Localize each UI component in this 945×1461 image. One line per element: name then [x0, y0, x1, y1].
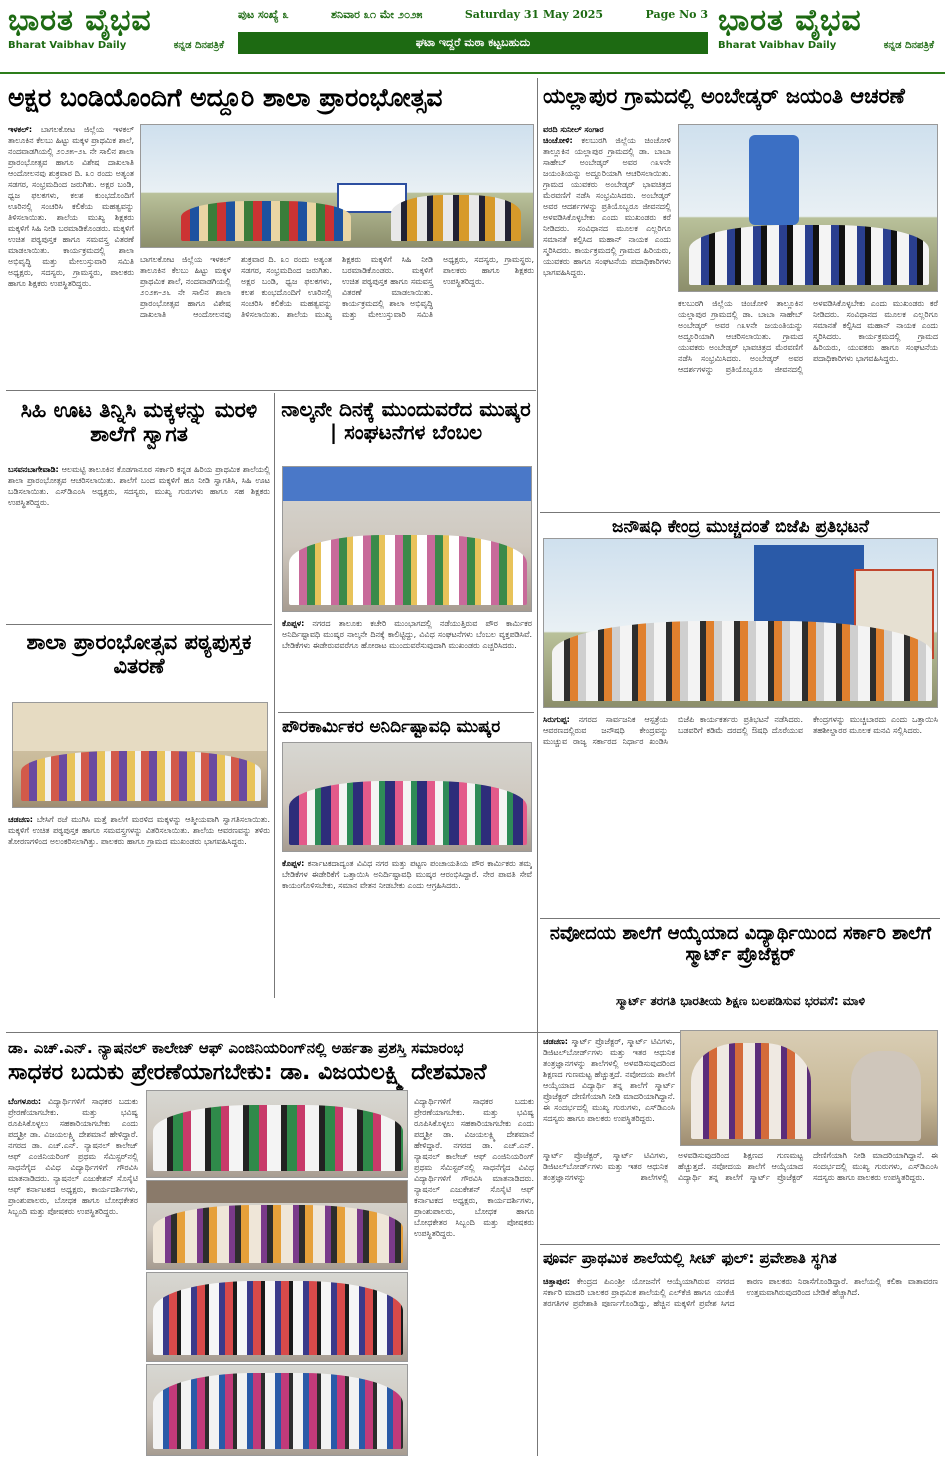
people-image: [153, 1205, 403, 1263]
crowd-image: [391, 195, 521, 241]
award-ceremony-photo: [146, 1364, 408, 1456]
article-dateline: ಸಿರುಗುಪ್ಪ:: [543, 715, 570, 724]
masthead-logo-left: [8, 2, 230, 70]
article-body-text: ಕರ್ನಾಟಕದಾದ್ಯಂತ ವಿವಿಧ ನಗರ ಮತ್ತು ಪಟ್ಟಣ ಪಂಚಾಯತಿಯ ಪೌರ ಕಾರ್ಮಿಕರು ತಮ್ಮ ಬೇಡಿಕೆಗಳ ಈಡೇರಿಕೆಗೆ ಒತ್ತಾಯಿಸಿ ಅನಿರ್ದಿಷ್ಟಾವಧಿ ಮುಷ್ಕರ ಆರಂಭಿಸಿದ್ದಾರೆ. ನೇರ ಪಾವತಿ ಸೇವೆ ಕಾಯಂಗೊಳಿಸಬೇಕು, ಸಮಾನ ವೇತನ ನೀಡಬೇಕು ಎಂದು ಆಗ್ರಹಿಸಿದರು.: [282, 859, 532, 890]
school-procession-photo: [140, 124, 534, 248]
row-divider: [6, 624, 272, 625]
article-body-text: ಬಾಗಲಕೋಟ ಜಿಲ್ಲೆಯ ಇಳಕಲ್ ತಾಲೂಕಿನ ಕೆಲಬು ಹಿಟ್ಟು ಮಕ್ಕಳ ಪ್ರಾಥಮಿಕ ಶಾಲೆ, ನಂದವಾಡಗಿಯಲ್ಲಿ ೨೦೨೫–೨೬ ನೇ ಸಾಲಿನ ಶಾಲಾ ಪ್ರಾರಂಭೋತ್ಸವ ಹಾಗೂ ವಿಶೇಷ ದಾಖಲಾತಿ ಆಂದೋಲನವು ಶುಕ್ರವಾರ ದಿ. ೩೦ ರಂದು ಅತ್ಯಂತ ಸಡಗರ, ಸಂಭ್ರಮದಿಂದ ಜರುಗಿತು. ಅಕ್ಷರ ಬಂಡಿ, ಧ್ವಜ ಫಲಕಗಳು, ಕಲಶ ಕುಂಭದೊಂದಿಗೆ ಊರಿನಲ್ಲಿ ಸಂಚರಿಸಿ ಕಲಿಕೆಯ ಮಹತ್ವವನ್ನು ತಿಳಿಸಲಾಯಿತು. ಶಾಲೆಯ ಮುಖ್ಯ ಶಿಕ್ಷಕರು ಮಕ್ಕಳಿಗೆ ಸಿಹಿ ನೀಡಿ ಬರಮಾಡಿಕೊಂಡರು. ಮಕ್ಕಳಿಗೆ ಉಚಿತ ಪಠ್ಯಪುಸ್ತಕ ಹಾಗೂ ಸಮವಸ್ತ್ರ ವಿತರಣೆ ಮಾಡಲಾಯಿತು. ಕಾರ್ಯಕ್ರಮದಲ್ಲಿ ಶಾಲಾ ಅಭಿವೃದ್ಧಿ ಮತ್ತು ಮೇಲುಸ್ತುವಾರಿ ಸಮಿತಿ ಅಧ್ಯಕ್ಷರು, ಸದಸ್ಯರು, ಗ್ರಾಮಸ್ಥರು, ಪಾಲಕರು ಹಾಗೂ ಶಿಕ್ಷಕರು ಉಪಸ್ಥಿತರಿದ್ದರು.: [8, 125, 134, 288]
award-ceremony-photo: [146, 1090, 408, 1178]
civic-workers-strike-photo: [282, 742, 532, 852]
logo-english-text: Bharat Vaibhav Daily: [718, 40, 837, 51]
date-english: Saturday 31 May 2025: [464, 8, 604, 21]
article-body-text: ಕೇಂದ್ರದ ಪಿಎಂಶ್ರೀ ಯೋಜನೆಗೆ ಆಯ್ಕೆಯಾಗಿರುವ ನಗರದ ಸರ್ಕಾರಿ ಮಾದರಿ ಬಾಲಕರ ಪ್ರಾಥಮಿಕ ಶಾಲೆಯಲ್ಲಿ ಎಲ್‌ಕೆಜಿ ಹಾಗೂ ಯುಕೆಜಿ ತರಗತಿಗಳ ಪ್ರವೇಶಾತಿ ಪೂರ್ಣಗೊಂಡಿದ್ದು, ಹೆಚ್ಚಿನ ಮಕ್ಕಳಿಗೆ ಪ್ರವೇಶ ಸಿಗದ ಕಾರಣ ಪಾಲಕರು ನಿರಾಸೆಗೊಂಡಿದ್ದಾರೆ. ಶಾಲೆಯಲ್ಲಿ ಕಲಿಕಾ ವಾತಾವರಣ ಉತ್ತಮವಾಗಿರುವುದರಿಂದ ಬೇಡಿಕೆ ಹೆಚ್ಚಾಗಿದೆ.: [543, 1277, 938, 1308]
article-body: [8, 464, 270, 622]
article-body-columns: [140, 254, 534, 386]
column-divider: [537, 1040, 538, 1456]
article-body-columns: [678, 298, 938, 510]
article-body-text: ಕಲಬುರಗಿ ಜಿಲ್ಲೆಯ ಚಿಂಚೋಳಿ ತಾಲ್ಲೂಕಿನ ಯಲ್ಲಾಪುರ ಗ್ರಾಮದಲ್ಲಿ ಡಾ. ಬಾಬಾ ಸಾಹೇಬ್ ಅಂಬೇಡ್ಕರ್ ಅವರ ೧೩೪ನೇ ಜಯಂತಿಯನ್ನು ಅದ್ದೂರಿಯಾಗಿ ಆಚರಿಸಲಾಯಿತು. ಗ್ರಾಮದ ಯುವಕರು ಅಂಬೇಡ್ಕರ್ ಭಾವಚಿತ್ರದ ಮೆರವಣಿಗೆ ನಡೆಸಿ ಸಂಭ್ರಮಿಸಿದರು. ಅಂಬೇಡ್ಕರ್ ಅವರ ಆದರ್ಶಗಳನ್ನು ಪ್ರತಿಯೊಬ್ಬರೂ ಜೀವನದಲ್ಲಿ ಅಳವಡಿಸಿಕೊಳ್ಳಬೇಕು ಎಂದು ಮುಖಂಡರು ಕರೆ ನೀಡಿದರು. ಸಂವಿಧಾನದ ಮೂಲಕ ಎಲ್ಲರಿಗೂ ಸಮಾನತೆ ಕಲ್ಪಿಸಿದ ಮಹಾನ್ ನಾಯಕ ಎಂದು ಸ್ಮರಿಸಿದರು. ಕಾರ್ಯಕ್ರಮದಲ್ಲಿ ಗ್ರಾಮದ ಹಿರಿಯರು, ಯುವಕರು ಹಾಗೂ ಸಂಘಟನೆಯ ಪದಾಧಿಕಾರಿಗಳು ಭಾಗವಹಿಸಿದ್ದರು.: [678, 299, 938, 374]
school-wall-image: [13, 703, 267, 751]
article-headline: ಸಾಧಕರ ಬದುಕು ಪ್ರೇರಣೆಯಾಗಬೇಕು: ಡಾ. ವಿಜಯಲಕ್ಷ್ಮಿ ದೇಶಮಾನೆ: [8, 1060, 487, 1085]
logo-sub-text: ಕನ್ನಡ ದಿನಪತ್ರಿಕೆ: [883, 40, 934, 51]
article-dateline: ಚಡಚಣ:: [8, 815, 33, 824]
article-body-columns: [543, 1276, 938, 1456]
article-body: [282, 618, 532, 710]
article-body-text: ವಿದ್ಯಾರ್ಥಿಗಳಿಗೆ ಸಾಧಕರ ಬದುಕು ಪ್ರೇರಣೆಯಾಗಬೇಕು. ಮತ್ತು ಭವಿಷ್ಯ ರೂಪಿಸಿಕೊಳ್ಳಲು ಸಹಕಾರಿಯಾಗಬೇಕು ಎಂದು ಪದ್ಮಶ್ರೀ ಡಾ. ವಿಜಯಲಕ್ಷ್ಮಿ ದೇಶಮಾನೆ ಹೇಳಿದ್ದಾರೆ. ನಗರದ ಡಾ. ಎಚ್.ಎನ್. ನ್ಯಾಷನಲ್ ಕಾಲೇಜ್ ಆಫ್ ಎಂಜಿನಿಯರಿಂಗ್ ಪ್ರಥಮ ಸೆಮಿಸ್ಟರ್‌ನಲ್ಲಿ ಸಾಧನೆಗೈದ ವಿವಿಧ ವಿದ್ಯಾರ್ಥಿಗಳಿಗೆ ಗೌರವಿಸಿ ಮಾತನಾಡಿದರು. ನ್ಯಾಷನಲ್ ಎಜುಕೇಶನ್ ಸೊಸೈಟಿ ಆಫ್ ಕರ್ನಾಟಕದ ಅಧ್ಯಕ್ಷರು, ಕಾರ್ಯದರ್ಶಿಗಳು, ಪ್ರಾಂಶುಪಾಲರು, ಬೋಧಕ ಹಾಗೂ ಬೋಧಕೇತರ ಸಿಬ್ಬಂದಿ ಮತ್ತು ಪೋಷಕರು ಉಪಸ್ಥಿತರಿದ್ದರು.: [414, 1097, 534, 1238]
article-body: [543, 124, 671, 510]
article-body-columns: [543, 714, 938, 914]
masthead-logo-right: [718, 2, 940, 70]
janaushadhi-board-image: [754, 545, 864, 625]
students-image: [21, 751, 261, 801]
article-headline: ನವೋದಯ ಶಾಲೆಗೆ ಆಯ್ಕೆಯಾದ ವಿದ್ಯಾರ್ಥಿಯಿಂದ ಸರ್ಕಾರಿ ಶಾಲೆಗೆ ಸ್ಮಾರ್ಟ್ ಪ್ರೊಜೆಕ್ಟರ್: [549, 923, 932, 965]
logo-kannada-text: ಭಾರತ ವೈಭವ: [8, 3, 152, 38]
logo-sub-text: ಕನ್ನಡ ದಿನಪತ್ರಿಕೆ: [173, 40, 224, 51]
column-divider: [274, 393, 275, 998]
article-byline: ವರದಿ ಸುನೀಲ್ ಸಂಗಾರ: [543, 125, 604, 134]
article-body: [543, 1036, 675, 1146]
article-headline: ಪೌರಕಾರ್ಮಿಕರ ಅನಿರ್ದಿಷ್ಟಾವಧಿ ಮುಷ್ಕರ: [282, 717, 501, 737]
article-body: [414, 1096, 534, 1456]
article-headline: ಯಲ್ಲಾಪುರ ಗ್ರಾಮದಲ್ಲಿ ಅಂಬೇಡ್ಕರ್ ಜಯಂತಿ ಆಚರಣೆ: [543, 84, 905, 108]
row-divider: [540, 1244, 940, 1245]
crowd-image: [689, 225, 929, 285]
article-dateline: ಚಡಚಣ:: [543, 1037, 568, 1046]
stage-backdrop-image: [147, 1181, 407, 1203]
row-divider: [540, 512, 940, 513]
article-headline: ಅಕ್ಷರ ಬಂಡಿಯೊಂದಿಗೆ ಅದ್ದೂರಿ ಶಾಲಾ ಪ್ರಾರಂಭೋತ್ಸವ: [8, 83, 443, 112]
masthead-metaline: [238, 8, 708, 22]
article-body-columns: [543, 1150, 938, 1240]
crowd-image: [289, 781, 527, 845]
column-divider: [537, 78, 538, 1088]
row-divider: [540, 918, 940, 919]
crowd-image: [289, 535, 527, 605]
article-body-text: ಬಾಗಲಕೋಟ ಜಿಲ್ಲೆಯ ಇಳಕಲ್ ತಾಲೂಕಿನ ಕೆಲಬು ಹಿಟ್ಟು ಮಕ್ಕಳ ಪ್ರಾಥಮಿಕ ಶಾಲೆ, ನಂದವಾಡಗಿಯಲ್ಲಿ ೨೦೨೫–೨೬ ನೇ ಸಾಲಿನ ಶಾಲಾ ಪ್ರಾರಂಭೋತ್ಸವ ಹಾಗೂ ವಿಶೇಷ ದಾಖಲಾತಿ ಆಂದೋಲನವು ಶುಕ್ರವಾರ ದಿ. ೩೦ ರಂದು ಅತ್ಯಂತ ಸಡಗರ, ಸಂಭ್ರಮದಿಂದ ಜರುಗಿತು. ಅಕ್ಷರ ಬಂಡಿ, ಧ್ವಜ ಫಲಕಗಳು, ಕಲಶ ಕುಂಭದೊಂದಿಗೆ ಊರಿನಲ್ಲಿ ಸಂಚರಿಸಿ ಕಲಿಕೆಯ ಮಹತ್ವವನ್ನು ತಿಳಿಸಲಾಯಿತು. ಶಾಲೆಯ ಮುಖ್ಯ ಶಿಕ್ಷಕರು ಮಕ್ಕಳಿಗೆ ಸಿಹಿ ನೀಡಿ ಬರಮಾಡಿಕೊಂಡರು. ಮಕ್ಕಳಿಗೆ ಉಚಿತ ಪಠ್ಯಪುಸ್ತಕ ಹಾಗೂ ಸಮವಸ್ತ್ರ ವಿತರಣೆ ಮಾಡಲಾಯಿತು. ಕಾರ್ಯಕ್ರಮದಲ್ಲಿ ಶಾಲಾ ಅಭಿವೃದ್ಧಿ ಮತ್ತು ಮೇಲುಸ್ತುವಾರಿ ಸಮಿತಿ ಅಧ್ಯಕ್ಷರು, ಸದಸ್ಯರು, ಗ್ರಾಮಸ್ಥರು, ಪಾಲಕರು ಹಾಗೂ ಶಿಕ್ಷಕರು ಉಪಸ್ಥಿತರಿದ್ದರು.: [140, 255, 534, 319]
article-body: [8, 1096, 138, 1456]
page-label-kannada: ಪುಟ ಸಂಖ್ಯೆ ೩: [238, 8, 289, 21]
row-divider: [278, 712, 534, 713]
bjp-protest-photo: [543, 538, 938, 708]
row-divider: [6, 390, 536, 391]
article-dateline: ಬೆಂಗಳೂರು:: [8, 1097, 42, 1106]
date-kannada: ಶನಿವಾರ ೩೧ ಮೇ ೨೦೨೫: [331, 8, 423, 21]
article-headline: ಸಿಹಿ ಊಟ ತಿನ್ನಿಸಿ ಮಕ್ಕಳನ್ನು ಮರಳಿ ಶಾಲೆಗೆ ಸ್ವಾಗತ: [20, 398, 258, 447]
article-dateline: ಚಿತ್ತಾಪುರ:: [543, 1277, 571, 1286]
article-dateline: ಚಿಂಚೋಳಿ:: [543, 136, 573, 145]
article-body-text: ಆಲಮಟ್ಟಿ ತಾಲೂಕಿನ ಕೊಡಗಾನೂರ ಸರ್ಕಾರಿ ಕನ್ನಡ ಹಿರಿಯ ಪ್ರಾಥಮಿಕ ಶಾಲೆಯಲ್ಲಿ ಶಾಲಾ ಪ್ರಾರಂಭೋತ್ಸವ ಆಚರಿಸಲಾಯಿತು. ಶಾಲೆಗೆ ಬಂದ ಮಕ್ಕಳಿಗೆ ಹೂ ನೀಡಿ ಸ್ವಾಗತಿಸಿ, ಸಿಹಿ ಊಟ ಬಡಿಸಲಾಯಿತು. ಎಸ್‌ಡಿಎಂಸಿ ಅಧ್ಯಕ್ಷರು, ಸದಸ್ಯರು, ಮುಖ್ಯ ಗುರುಗಳು ಹಾಗೂ ಸಹ ಶಿಕ್ಷಕರು ಉಪಸ್ಥಿತರಿದ್ದರು.: [8, 465, 270, 507]
article-dateline: ಕೊಪ್ಪಳ:: [282, 859, 305, 868]
speaker-image: [851, 1051, 921, 1141]
textbook-distribution-photo: [12, 702, 268, 808]
article-headline: ಜನೌಷಧಿ ಕೇಂದ್ರ ಮುಚ್ಚದಂತೆ ಬಿಜೆಪಿ ಪ್ರತಿಭಟನೆ: [612, 517, 869, 537]
people-image: [691, 1043, 811, 1139]
article-body-text: ಬೇಸಿಗೆ ರಜೆ ಮುಗಿಸಿ ಮತ್ತೆ ಶಾಲೆಗೆ ಮರಳಿದ ಮಕ್ಕಳನ್ನು ಆತ್ಮೀಯವಾಗಿ ಸ್ವಾಗತಿಸಲಾಯಿತು. ಮಕ್ಕಳಿಗೆ ಉಚಿತ ಪಠ್ಯಪುಸ್ತಕ ಹಾಗೂ ಸಮವಸ್ತ್ರಗಳನ್ನು ವಿತರಿಸಲಾಯಿತು. ಶಾಲೆಯ ಆವರಣವನ್ನು ತಳಿರು ತೋರಣಗಳಿಂದ ಅಲಂಕರಿಸಲಾಗಿತ್ತು. ಪಾಲಕರು ಹಾಗೂ ಗ್ರಾಮದ ಮುಖಂಡರು ಭಾಗವಹಿಸಿದ್ದರು.: [8, 815, 270, 846]
article-body: [8, 124, 134, 386]
article-subhead: ಸ್ಮಾರ್ಟ್ ತರಗತಿ ಭಾರತೀಯ ಶಿಕ್ಷಣ ಬಲಪಡಿಸುವ ಭರವಸೆ: ಮಾಳಿ: [616, 994, 865, 1008]
article-body-text: ನಗರದ ಸಾರ್ವಜನಿಕ ಆಸ್ಪತ್ರೆಯ ಆವರಣದಲ್ಲಿರುವ ಜನೌಷಧಿ ಕೇಂದ್ರವನ್ನು ಮುಚ್ಚುವ ರಾಜ್ಯ ಸರ್ಕಾರದ ನಿರ್ಧಾರ ಖಂಡಿಸಿ ಬಿಜೆಪಿ ಕಾರ್ಯಕರ್ತರು ಪ್ರತಿಭಟನೆ ನಡೆಸಿದರು. ಬಡವರಿಗೆ ಕಡಿಮೆ ದರದಲ್ಲಿ ಔಷಧಿ ದೊರೆಯುವ ಕೇಂದ್ರಗಳನ್ನು ಮುಚ್ಚಬಾರದು ಎಂದು ಒತ್ತಾಯಿಸಿ ತಹಶೀಲ್ದಾರರ ಮೂಲಕ ಮನವಿ ಸಲ್ಲಿಸಿದರು.: [543, 715, 938, 746]
portrait-stand-image: [749, 135, 799, 225]
masthead-tagline: ಘಟಾ ಇದ್ದರೆ ಮಠಾ ಕಟ್ಟಬಹುದು: [238, 32, 708, 54]
crowd-image: [181, 201, 351, 241]
article-dateline: ಇಳಕಲ್:: [8, 125, 33, 134]
article-dateline: ಕೊಪ್ಪಳ:: [282, 619, 305, 628]
ambedkar-jayanti-photo: [678, 124, 938, 292]
article-headline: ಶಾಲಾ ಪ್ರಾರಂಭೋತ್ಸವ ಪಠ್ಯಪುಸ್ತಕ ವಿತರಣೆ: [26, 630, 252, 679]
article-headline: ನಾಲ್ಕನೇ ದಿನಕ್ಕೆ ಮುಂದುವರೆದ ಮುಷ್ಕರ | ಸಂಘಟನೆಗಳ ಬೆಂಬಲ: [281, 397, 531, 444]
article-dateline: ಬಸವನಬಾಗೇವಾಡಿ:: [8, 465, 59, 474]
crowd-image: [552, 621, 932, 701]
masthead-rule: [0, 72, 945, 74]
logo-english-text: Bharat Vaibhav Daily: [8, 40, 127, 51]
students-image: [153, 1373, 403, 1449]
article-body-text: ವಿದ್ಯಾರ್ಥಿಗಳಿಗೆ ಸಾಧಕರ ಬದುಕು ಪ್ರೇರಣೆಯಾಗಬೇಕು. ಮತ್ತು ಭವಿಷ್ಯ ರೂಪಿಸಿಕೊಳ್ಳಲು ಸಹಕಾರಿಯಾಗಬೇಕು ಎಂದು ಪದ್ಮಶ್ರೀ ಡಾ. ವಿಜಯಲಕ್ಷ್ಮಿ ದೇಶಮಾನೆ ಹೇಳಿದ್ದಾರೆ. ನಗರದ ಡಾ. ಎಚ್.ಎನ್. ನ್ಯಾಷನಲ್ ಕಾಲೇಜ್ ಆಫ್ ಎಂಜಿನಿಯರಿಂಗ್ ಪ್ರಥಮ ಸೆಮಿಸ್ಟರ್‌ನಲ್ಲಿ ಸಾಧನೆಗೈದ ವಿವಿಧ ವಿದ್ಯಾರ್ಥಿಗಳಿಗೆ ಗೌರವಿಸಿ ಮಾತನಾಡಿದರು. ನ್ಯಾಷನಲ್ ಎಜುಕೇಶನ್ ಸೊಸೈಟಿ ಆಫ್ ಕರ್ನಾಟಕದ ಅಧ್ಯಕ್ಷರು, ಕಾರ್ಯದರ್ಶಿಗಳು, ಪ್ರಾಂಶುಪಾಲರು, ಬೋಧಕ ಹಾಗೂ ಬೋಧಕೇತರ ಸಿಬ್ಬಂದಿ ಮತ್ತು ಪೋಷಕರು ಉಪಸ್ಥಿತರಿದ್ದರು.: [8, 1097, 138, 1216]
students-image: [153, 1281, 403, 1355]
logo-kannada-text: ಭಾರತ ವೈಭವ: [718, 3, 862, 38]
projector-donation-photo: [680, 1030, 938, 1146]
canopy-image: [283, 467, 531, 501]
article-kicker: ಡಾ. ಎಚ್.ಎನ್. ನ್ಯಾಷನಲ್ ಕಾಲೇಜ್ ಆಫ್ ಎಂಜಿನಿಯರಿಂಗ್‌ನಲ್ಲಿ ಅರ್ಹತಾ ಪ್ರಶಸ್ತಿ ಸಮಾರಂಭ: [8, 1039, 464, 1057]
strike-support-photo: [282, 466, 532, 612]
article-body-text: ಸ್ಮಾರ್ಟ್ ಪ್ರೊಜೆಕ್ಟರ್, ಸ್ಮಾರ್ಟ್ ಟಿವಿಗಳು, ಡಿಜಿಟಲ್‌ಬೋರ್ಡ್‌ಗಳು ಮತ್ತು ಇತರ ಆಧುನಿಕ ತಂತ್ರಜ್ಞಾನಗಳನ್ನು ಶಾಲೆಗಳಲ್ಲಿ ಅಳವಡಿಸುವುದರಿಂದ ಶಿಕ್ಷಣದ ಗುಣಮಟ್ಟ ಹೆಚ್ಚುತ್ತದೆ. ನವೋದಯ ಶಾಲೆಗೆ ಆಯ್ಕೆಯಾದ ವಿದ್ಯಾರ್ಥಿ ತನ್ನ ಶಾಲೆಗೆ ಸ್ಮಾರ್ಟ್ ಪ್ರೊಜೆಕ್ಟರ್ ದೇಣಿಗೆಯಾಗಿ ನೀಡಿ ಮಾದರಿಯಾಗಿದ್ದಾನೆ. ಈ ಸಂದರ್ಭದಲ್ಲಿ ಮುಖ್ಯ ಗುರುಗಳು, ಎಸ್‌ಡಿಎಂಸಿ ಸದಸ್ಯರು ಹಾಗೂ ಪಾಲಕರು ಉಪಸ್ಥಿತರಿದ್ದರು.: [543, 1151, 938, 1182]
article-body-text: ಸ್ಮಾರ್ಟ್ ಪ್ರೊಜೆಕ್ಟರ್, ಸ್ಮಾರ್ಟ್ ಟಿವಿಗಳು, ಡಿಜಿಟಲ್‌ಬೋರ್ಡ್‌ಗಳು ಮತ್ತು ಇತರ ಆಧುನಿಕ ತಂತ್ರಜ್ಞಾನಗಳನ್ನು ಶಾಲೆಗಳಲ್ಲಿ ಅಳವಡಿಸುವುದರಿಂದ ಶಿಕ್ಷಣದ ಗುಣಮಟ್ಟ ಹೆಚ್ಚುತ್ತದೆ. ನವೋದಯ ಶಾಲೆಗೆ ಆಯ್ಕೆಯಾದ ವಿದ್ಯಾರ್ಥಿ ತನ್ನ ಶಾಲೆಗೆ ಸ್ಮಾರ್ಟ್ ಪ್ರೊಜೆಕ್ಟರ್ ದೇಣಿಗೆಯಾಗಿ ನೀಡಿ ಮಾದರಿಯಾಗಿದ್ದಾನೆ. ಈ ಸಂದರ್ಭದಲ್ಲಿ ಮುಖ್ಯ ಗುರುಗಳು, ಎಸ್‌ಡಿಎಂಸಿ ಸದಸ್ಯರು ಹಾಗೂ ಪಾಲಕರು ಉಪಸ್ಥಿತರಿದ್ದರು.: [543, 1037, 675, 1123]
award-ceremony-photo: [146, 1180, 408, 1270]
article-body-text: ನಗರದ ತಾಲೂಕು ಕಚೇರಿ ಮುಂಭಾಗದಲ್ಲಿ ನಡೆಯುತ್ತಿರುವ ಪೌರ ಕಾರ್ಮಿಕರ ಅನಿರ್ದಿಷ್ಟಾವಧಿ ಮುಷ್ಕರ ನಾಲ್ಕನೇ ದಿನಕ್ಕೆ ಕಾಲಿಟ್ಟಿದ್ದು, ವಿವಿಧ ಸಂಘಟನೆಗಳು ಬೆಂಬಲ ವ್ಯಕ್ತಪಡಿಸಿವೆ. ಬೇಡಿಕೆಗಳು ಈಡೇರುವವರೆಗೂ ಹೋರಾಟ ಮುಂದುವರೆಸುವುದಾಗಿ ಮುಖಂಡರು ಎಚ್ಚರಿಸಿದರು.: [282, 619, 532, 650]
people-image: [153, 1105, 403, 1171]
article-body-text: ಕಲಬುರಗಿ ಜಿಲ್ಲೆಯ ಚಿಂಚೋಳಿ ತಾಲ್ಲೂಕಿನ ಯಲ್ಲಾಪುರ ಗ್ರಾಮದಲ್ಲಿ ಡಾ. ಬಾಬಾ ಸಾಹೇಬ್ ಅಂಬೇಡ್ಕರ್ ಅವರ ೧೩೪ನೇ ಜಯಂತಿಯನ್ನು ಅದ್ದೂರಿಯಾಗಿ ಆಚರಿಸಲಾಯಿತು. ಗ್ರಾಮದ ಯುವಕರು ಅಂಬೇಡ್ಕರ್ ಭಾವಚಿತ್ರದ ಮೆರವಣಿಗೆ ನಡೆಸಿ ಸಂಭ್ರಮಿಸಿದರು. ಅಂಬೇಡ್ಕರ್ ಅವರ ಆದರ್ಶಗಳನ್ನು ಪ್ರತಿಯೊಬ್ಬರೂ ಜೀವನದಲ್ಲಿ ಅಳವಡಿಸಿಕೊಳ್ಳಬೇಕು ಎಂದು ಮುಖಂಡರು ಕರೆ ನೀಡಿದರು. ಸಂವಿಧಾನದ ಮೂಲಕ ಎಲ್ಲರಿಗೂ ಸಮಾನತೆ ಕಲ್ಪಿಸಿದ ಮಹಾನ್ ನಾಯಕ ಎಂದು ಸ್ಮರಿಸಿದರು. ಕಾರ್ಯಕ್ರಮದಲ್ಲಿ ಗ್ರಾಮದ ಹಿರಿಯರು, ಯುವಕರು ಹಾಗೂ ಸಂಘಟನೆಯ ಪದಾಧಿಕಾರಿಗಳು ಭಾಗವಹಿಸಿದ್ದರು.: [543, 136, 671, 277]
page-number: Page No 3: [645, 8, 708, 21]
award-ceremony-photo: [146, 1272, 408, 1362]
article-body: [8, 814, 270, 998]
article-body: [282, 858, 532, 998]
article-headline: ಪೂರ್ವ ಪ್ರಾಥಮಿಕ ಶಾಲೆಯಲ್ಲಿ ಸೀಟ್ ಫುಲ್: ಪ್ರವೇಶಾತಿ ಸ್ಥಗಿತ: [543, 1249, 837, 1267]
